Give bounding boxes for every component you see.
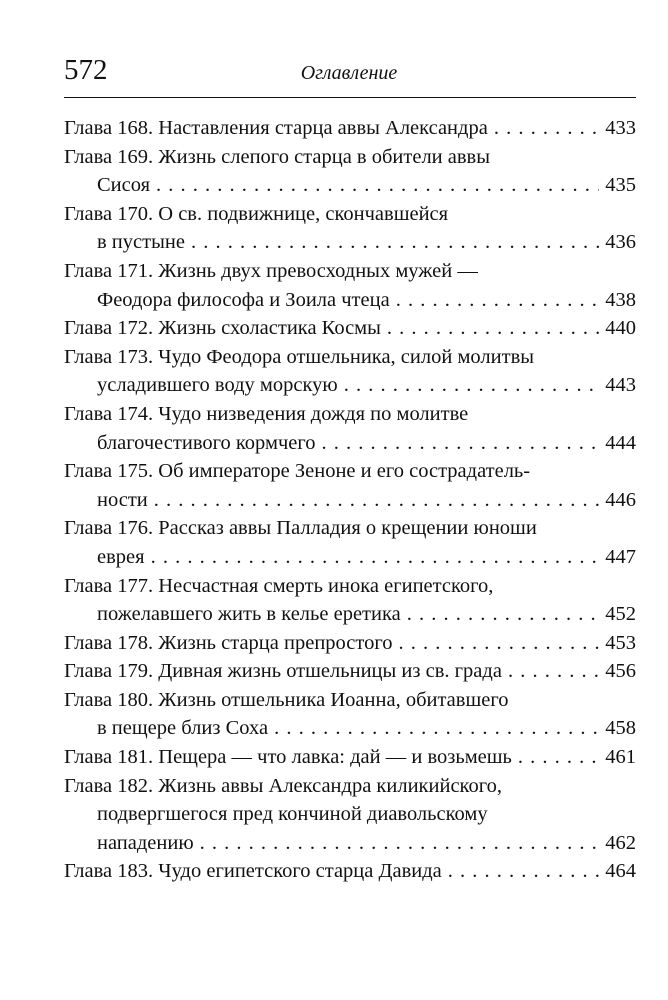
toc-line <box>64 343 636 372</box>
toc-entry <box>64 314 636 343</box>
toc-entry-text: Глава 180. Жизнь отшельника Иоанна, обитавшего <box>64 688 509 711</box>
toc-entry <box>64 343 636 400</box>
toc-entry <box>64 629 636 658</box>
toc-page-number: 444 <box>605 431 636 454</box>
toc-entry-text: усладившего воду морскую <box>97 374 338 397</box>
page-number: 572 <box>64 54 108 86</box>
toc-line <box>64 600 636 629</box>
toc-page-number: 464 <box>605 860 636 883</box>
toc-entry <box>64 572 636 629</box>
toc-entry-text: Глава 177. Несчастная смерть инока египетского, <box>64 574 494 597</box>
toc-entry-text: Глава 168. Наставления старца аввы Александра <box>64 117 488 139</box>
dot-leader <box>407 600 600 629</box>
toc-entry-text: Сисоя <box>97 174 151 197</box>
toc-entry-text: Глава 169. Жизнь слепого старца в обители аввы <box>64 145 490 168</box>
toc-page-number: 433 <box>605 117 636 139</box>
toc-line <box>64 143 636 172</box>
toc-entry-text: Глава 183. Чудо египетского старца Давида <box>64 860 442 883</box>
toc-entry-text: Глава 178. Жизнь старца препростого <box>64 631 393 654</box>
toc-line <box>64 371 636 400</box>
toc-entry <box>64 143 636 200</box>
toc-page-number: 443 <box>605 374 636 397</box>
toc-line <box>64 743 636 772</box>
toc-page-number: 446 <box>605 488 636 511</box>
toc-line <box>64 829 636 858</box>
dot-leader <box>494 114 599 143</box>
dot-leader <box>448 857 599 886</box>
toc-entry <box>64 743 636 772</box>
toc-entry-text: Глава 175. Об императоре Зеноне и его сострадатель- <box>64 460 531 483</box>
toc-entry-text: Глава 179. Дивная жизнь отшельницы из св. града <box>64 660 502 683</box>
toc-entry-text: Феодора философа и Зоила чтеца <box>97 288 390 311</box>
header-rule <box>64 97 636 98</box>
toc-entry-text: Глава 181. Пещера — что лавка: дай — и возьмешь <box>64 746 512 769</box>
toc-line <box>64 314 636 343</box>
dot-leader <box>322 429 600 458</box>
toc-line <box>64 657 636 686</box>
toc-entry <box>64 857 636 886</box>
toc-page-number: 453 <box>605 631 636 654</box>
toc-entry <box>64 200 636 257</box>
toc-page-number: 438 <box>605 288 636 311</box>
dot-leader <box>154 486 599 515</box>
toc-line <box>64 429 636 458</box>
toc-line <box>64 257 636 286</box>
toc-line <box>64 800 636 829</box>
dot-leader <box>399 629 600 658</box>
toc-page-number: 456 <box>605 660 636 683</box>
toc-line <box>64 714 636 743</box>
toc-line <box>64 171 636 200</box>
toc-line <box>64 772 636 801</box>
toc-page-number: 447 <box>605 545 636 568</box>
page-header <box>64 50 634 90</box>
toc-entry-text: в пустыне <box>97 231 185 254</box>
dot-leader <box>508 657 599 686</box>
dot-leader <box>387 314 599 343</box>
dot-leader <box>274 714 599 743</box>
toc-entry <box>64 514 636 571</box>
toc-entry-text: Глава 170. О св. подвижнице, скончавшейся <box>64 202 449 225</box>
toc-page-number: 440 <box>605 317 636 340</box>
toc-line <box>64 857 636 886</box>
toc-line <box>64 286 636 315</box>
dot-leader <box>518 743 599 772</box>
table-of-contents <box>64 114 636 886</box>
toc-entry-text: Глава 176. Рассказ аввы Палладия о крещении юноши <box>64 517 537 540</box>
toc-line <box>64 686 636 715</box>
toc-line <box>64 228 636 257</box>
dot-leader <box>200 829 600 858</box>
toc-entry-text: Глава 174. Чудо низведения дождя по молитве <box>64 402 469 425</box>
toc-entry <box>64 657 636 686</box>
toc-entry <box>64 686 636 743</box>
toc-line <box>64 457 636 486</box>
dot-leader <box>156 171 599 200</box>
toc-line <box>64 400 636 429</box>
toc-entry-text: еврея <box>97 545 145 568</box>
toc-line <box>64 572 636 601</box>
toc-page-number: 436 <box>605 231 636 254</box>
toc-line <box>64 114 636 143</box>
dot-leader <box>344 371 600 400</box>
toc-entry-text: Глава 173. Чудо Феодора отшельника, силой молитвы <box>64 345 535 368</box>
dot-leader <box>191 228 599 257</box>
toc-entry <box>64 400 636 457</box>
toc-line <box>64 200 636 229</box>
toc-line <box>64 629 636 658</box>
toc-line <box>64 514 636 543</box>
toc-entry <box>64 457 636 514</box>
toc-entry-text: Глава 172. Жизнь схоластика Космы <box>64 317 381 340</box>
toc-page-number: 435 <box>605 174 636 197</box>
toc-line <box>64 486 636 515</box>
toc-page-number: 461 <box>605 746 636 769</box>
running-title: Оглавление <box>300 62 398 84</box>
toc-page-number: 458 <box>605 717 636 740</box>
toc-entry-text: ности <box>97 488 148 511</box>
toc-entry-text: подвергшегося пред кончиной диавольскому <box>97 803 488 826</box>
toc-page-number: 462 <box>605 831 636 854</box>
toc-line <box>64 543 636 572</box>
toc-entry-text: нападению <box>97 831 194 854</box>
toc-entry-text: пожелавшего жить в келье еретика <box>97 603 401 626</box>
toc-entry <box>64 114 636 143</box>
toc-page-number: 452 <box>605 603 636 626</box>
toc-entry <box>64 772 636 858</box>
toc-entry-text: в пещере близ Соха <box>97 717 269 740</box>
toc-entry-text: Глава 182. Жизнь аввы Александра киликийского, <box>64 774 502 797</box>
toc-entry-text: Глава 171. Жизнь двух превосходных мужей — <box>64 259 478 282</box>
dot-leader <box>151 543 600 572</box>
dot-leader <box>396 286 600 315</box>
toc-entry <box>64 257 636 314</box>
toc-entry-text: благочестивого кормчего <box>97 431 316 454</box>
